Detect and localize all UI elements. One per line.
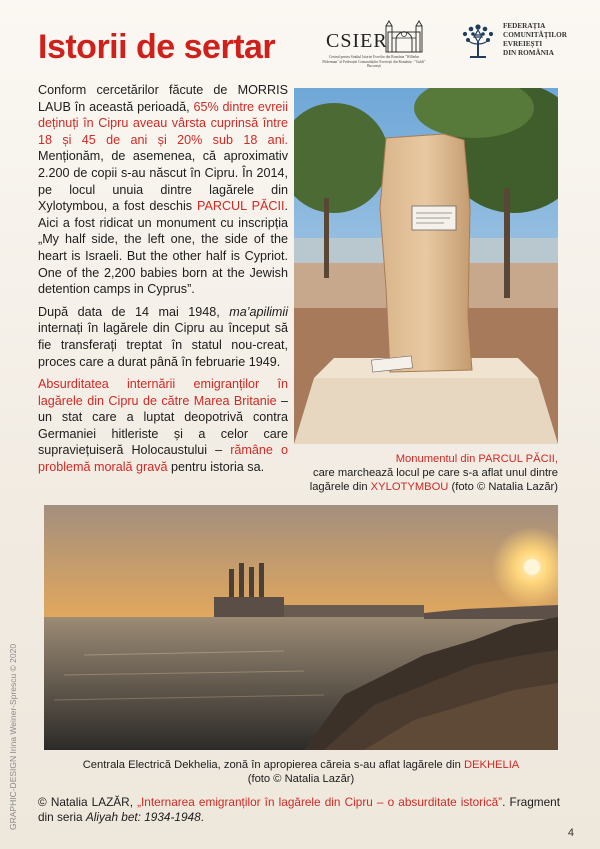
- federation-line-2: COMUNITĂȚILOR: [503, 31, 567, 39]
- footer-note-author: © Natalia LAZĂR,: [38, 795, 138, 809]
- p3-text-b: pentru istoria sa.: [167, 460, 265, 475]
- monument-caption-title: Monumentul din PARCUL PĂCII,: [395, 453, 558, 465]
- design-credit: GRAPHIC-DESIGN Irina Weiner-Sprescu © 2020: [8, 643, 18, 830]
- p2-text-a: După data de 14 mai 1948,: [38, 304, 230, 319]
- p1-parcul-pacii: PARCUL PĂCII: [197, 199, 285, 214]
- p1-text-c: . Aici a fost ridicat un monument cu inscripția „My half side, the left one, the side of the heart is Israeli. But the other half is Cypriot. One of the 2,200 babies born at the Jewish detention camps in Cyprus”.: [38, 199, 289, 297]
- dekhelia-caption-line1: [44, 758, 558, 772]
- monument-caption: [294, 452, 558, 494]
- dekhelia-caption-text: Centrala Electrică Dekhelia, zonă în apropierea căreia s-au aflat lagărele din: [82, 759, 464, 771]
- caption-line3-b: (foto © Natalia Lazăr): [448, 481, 558, 493]
- article-body: [38, 82, 288, 482]
- p3-highlight-2: rămâne o problemă morală gravă: [38, 443, 288, 475]
- p1-highlight: 65% dintre evreii deținuți în Cipru aveau vârsta cuprinsă între 18 și 45 de ani și 20% sub 18 ani.: [38, 99, 288, 147]
- csier-logo: [322, 20, 426, 68]
- monument-photo-image: [294, 88, 558, 444]
- footer-note: [38, 795, 560, 825]
- monument-photo: [294, 88, 558, 444]
- federation-logo: [459, 22, 574, 62]
- p3-highlight: Absurditatea internării emigranților în lagărele din Cipru de către Marea Britanie: [38, 377, 288, 408]
- federation-line-3: EVREIEȘTI: [503, 40, 543, 48]
- p1-text-b: Menționăm, de asemenea, că aproximativ 2.200 de copii s-au născut în Cipru. În 2014, pe locul unuia dintre lagărele din Xylotymbou, a fost deschis: [38, 149, 288, 214]
- csier-logo-text: CSIER: [326, 30, 388, 52]
- p1-text-a: Conform cercetărilor făcute de MORRIS LAUB în această perioadă,: [38, 83, 288, 114]
- monument-caption-line2: care marchează locul pe care s-a aflat unul dintre: [312, 467, 558, 479]
- caption-xylotymbou: XYLOTYMBOU: [370, 481, 449, 493]
- dekhelia-caption: [44, 758, 558, 786]
- menorah-tree-icon: [459, 22, 497, 60]
- paragraph-1: [38, 82, 288, 298]
- caption-line3-a: lagărele din: [309, 481, 371, 493]
- federation-line-4: DIN ROMÂNIA: [503, 49, 554, 57]
- page-number: 4: [567, 827, 574, 839]
- federation-line-1: FEDERAȚIA: [503, 22, 546, 30]
- p2-text-b: internați în lagărele din Cipru au început să fie transferați treptat în statul nou-creat, proces care a durat până în februarie 1949.: [38, 321, 288, 369]
- p2-italic: ma’apilimii: [229, 304, 288, 319]
- footer-note-text: . Fragment din seria: [38, 795, 560, 824]
- footer-note-title: „Internarea emigranților în lagărele din Cipru – o absurditate istorică”: [137, 795, 503, 809]
- paragraph-2: [38, 304, 288, 370]
- footer-note-end: .: [200, 810, 204, 824]
- csier-caption: Centrul pentru Studiul Istoriei Evreilor din România "Wilhelm Filderman" al Federației Comunităților Evreiești din România - "Goldi" București: [322, 55, 426, 68]
- monument-caption-line3: [294, 480, 558, 494]
- dekhelia-photo: [44, 505, 558, 750]
- dekhelia-caption-credit: (foto © Natalia Lazăr): [247, 773, 355, 785]
- dekhelia-photo-image: [44, 505, 558, 750]
- page-title: Istorii de sertar: [38, 28, 276, 66]
- footer-note-series: Aliyah bet: 1934-1948: [85, 810, 201, 824]
- synagogue-building-icon: [384, 20, 424, 54]
- p3-text-a: – un stat care a luptat deopotrivă contra Germaniei hitleriste și a celor care supraviețuiseră Holocaustului –: [38, 393, 288, 458]
- federation-logo-text: [503, 22, 567, 58]
- dekhelia-caption-red: DEKHELIA: [463, 759, 520, 771]
- paragraph-3: [38, 376, 288, 476]
